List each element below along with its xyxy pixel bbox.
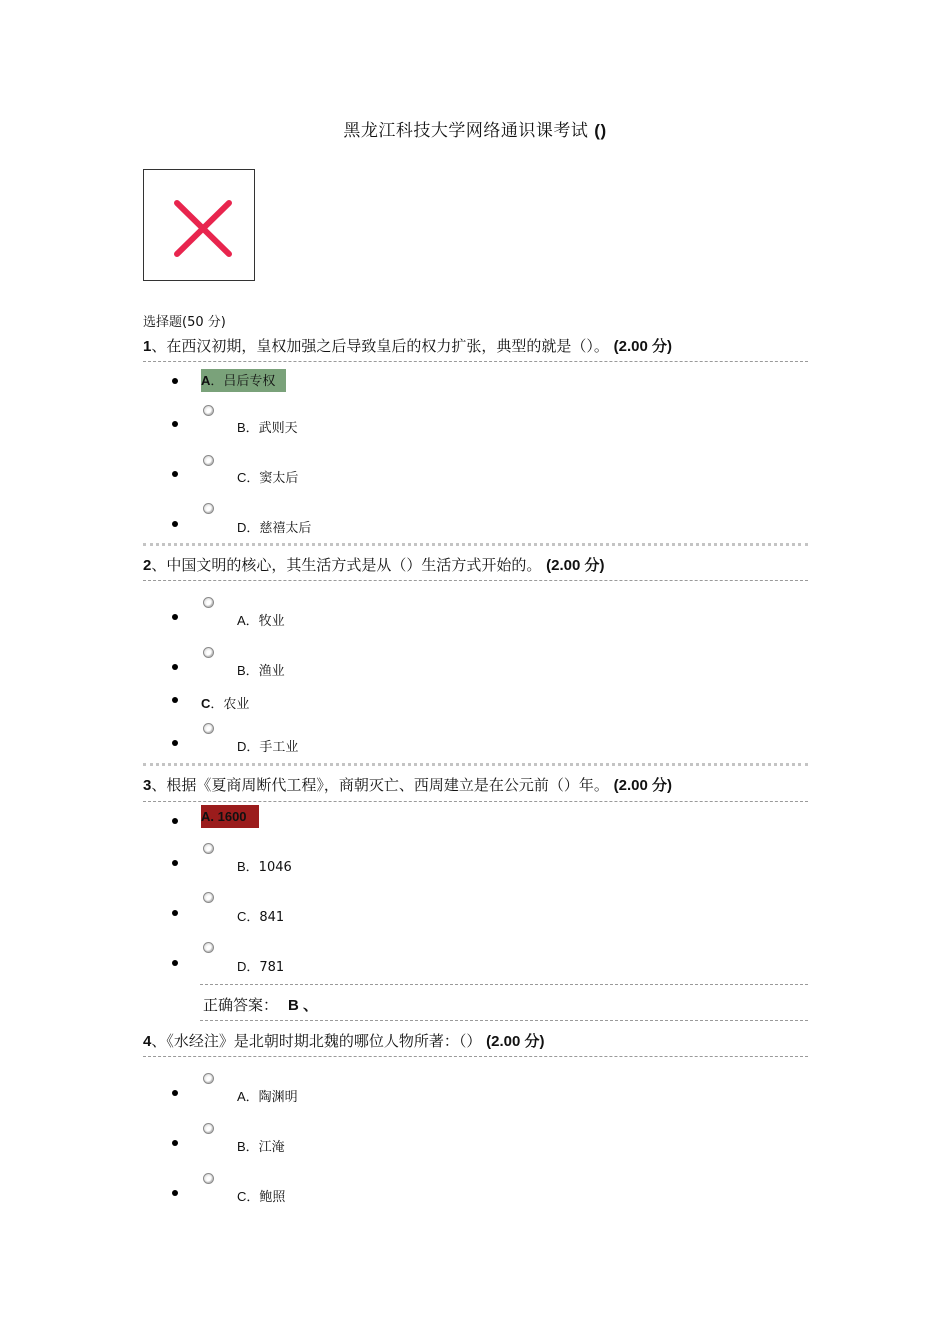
option-d[interactable]: D．781 xyxy=(237,959,285,975)
radio-button[interactable] xyxy=(203,597,214,608)
radio-button[interactable] xyxy=(203,455,214,466)
section-label: 选择题(50 分) xyxy=(143,315,226,330)
list-bullet xyxy=(172,1140,178,1146)
radio-button[interactable] xyxy=(203,1123,214,1134)
radio-button[interactable] xyxy=(203,503,214,514)
radio-button[interactable] xyxy=(203,942,214,953)
option-c[interactable]: C．鲍照 xyxy=(237,1189,286,1205)
option-b[interactable]: B．江淹 xyxy=(237,1139,285,1155)
divider xyxy=(143,763,808,766)
radio-button[interactable] xyxy=(203,1173,214,1184)
radio-button[interactable] xyxy=(203,892,214,903)
page-title: 黑龙江科技大学网络通识课考试 () xyxy=(343,121,607,141)
correct-answer: 正确答案： B 、 xyxy=(203,996,319,1014)
list-bullet xyxy=(172,697,178,703)
option-d[interactable]: D．手工业 xyxy=(237,739,299,755)
close-icon xyxy=(144,170,254,280)
list-bullet xyxy=(172,960,178,966)
option-c[interactable]: C．841 xyxy=(237,909,285,925)
list-bullet xyxy=(172,740,178,746)
list-bullet xyxy=(172,421,178,427)
option-c[interactable]: C．窦太后 xyxy=(237,470,299,486)
broken-image xyxy=(143,169,255,281)
list-bullet xyxy=(172,1190,178,1196)
question-title: 4、《水经注》是北朝时期北魏的哪位人物所著：（） (2.00 分) xyxy=(143,1032,545,1050)
radio-button[interactable] xyxy=(203,1073,214,1084)
divider xyxy=(143,580,808,581)
divider xyxy=(200,1020,808,1021)
option-b[interactable]: B．武则天 xyxy=(237,420,298,436)
divider xyxy=(143,1056,808,1057)
list-bullet xyxy=(172,818,178,824)
list-bullet xyxy=(172,1090,178,1096)
list-bullet xyxy=(172,471,178,477)
list-bullet xyxy=(172,521,178,527)
question-title: 1、在西汉初期，皇权加强之后导致皇后的权力扩张，典型的就是（）。 (2.00 分) xyxy=(143,337,672,355)
option-a[interactable]: A．陶渊明 xyxy=(237,1089,298,1105)
list-bullet xyxy=(172,664,178,670)
option-d[interactable]: D．慈禧太后 xyxy=(237,520,312,536)
radio-button[interactable] xyxy=(203,647,214,658)
divider xyxy=(143,801,808,802)
radio-button[interactable] xyxy=(203,843,214,854)
list-bullet xyxy=(172,860,178,866)
radio-button[interactable] xyxy=(203,723,214,734)
option-b[interactable]: B．渔业 xyxy=(237,663,285,679)
radio-button[interactable] xyxy=(203,405,214,416)
list-bullet xyxy=(172,614,178,620)
option-a-selected-wrong[interactable]: A. 1600 xyxy=(201,805,259,828)
divider xyxy=(143,543,808,546)
divider xyxy=(200,984,808,985)
option-c-selected[interactable]: C．农业 xyxy=(201,696,250,712)
list-bullet xyxy=(172,378,178,384)
question-title: 3、根据《夏商周断代工程》，商朝灭亡、西周建立是在公元前（）年。 (2.00 分) xyxy=(143,776,672,794)
option-b[interactable]: B．1046 xyxy=(237,859,292,875)
question-title: 2、中国文明的核心，其生活方式是从（）生活方式开始的。 (2.00 分) xyxy=(143,556,605,574)
divider xyxy=(143,361,808,362)
option-a[interactable]: A．牧业 xyxy=(237,613,285,629)
option-a-selected-correct[interactable]: A．吕后专权 xyxy=(201,369,286,392)
list-bullet xyxy=(172,910,178,916)
